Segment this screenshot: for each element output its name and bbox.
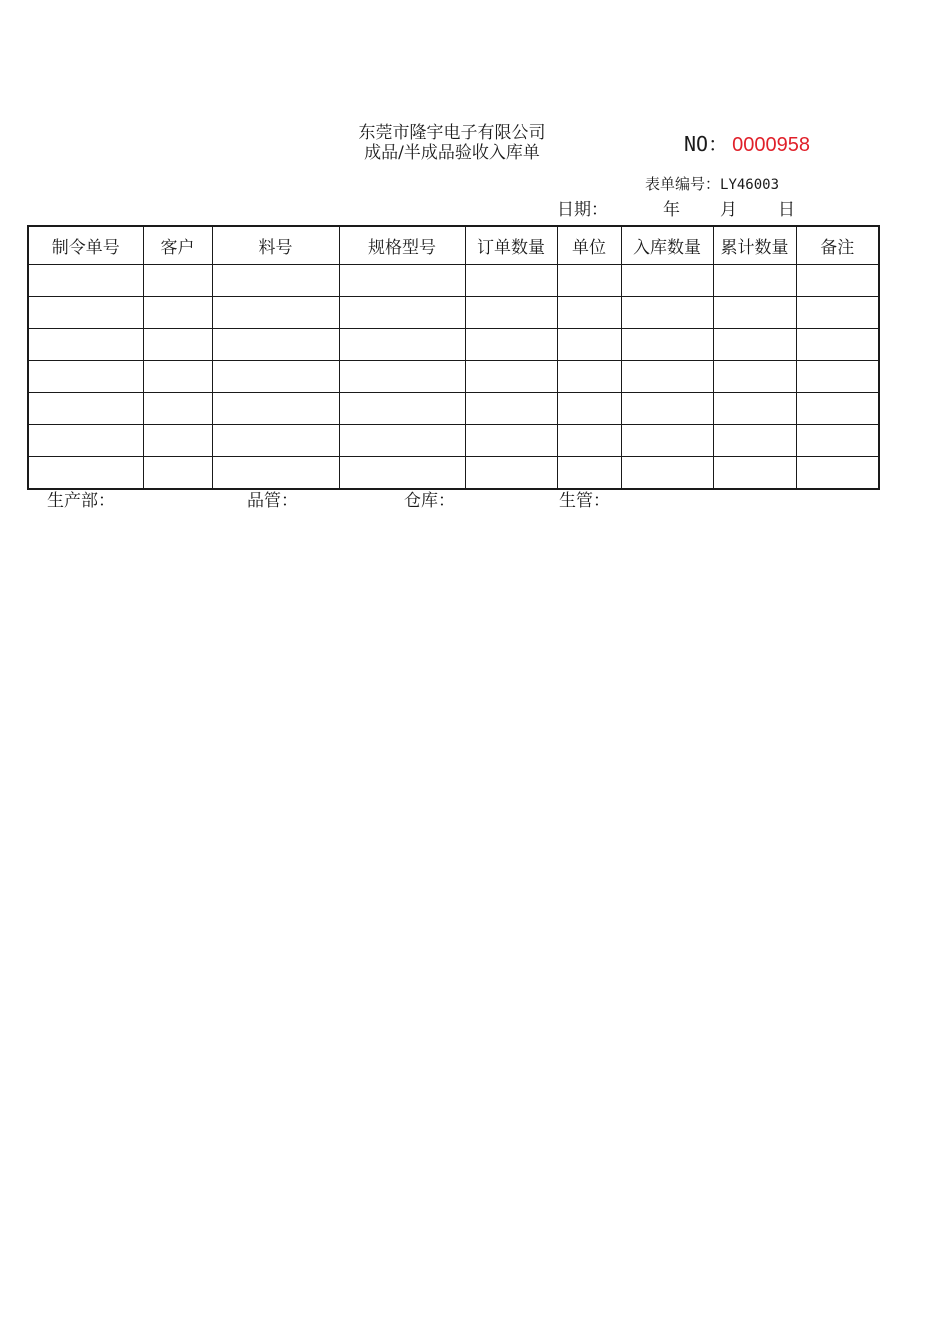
table-row [28,457,879,490]
table-cell[interactable] [143,425,212,457]
form-code-label: 表单编号： [645,175,721,193]
table-cell[interactable] [557,457,621,490]
table-cell[interactable] [339,457,465,490]
table-cell[interactable] [339,329,465,361]
table-cell[interactable] [621,265,713,297]
table-cell[interactable] [465,329,557,361]
form-number [684,132,810,157]
table-cell[interactable] [465,297,557,329]
signature-quality-label: 品管： [247,491,298,511]
table-cell[interactable] [796,265,879,297]
table-cell[interactable] [557,329,621,361]
table-cell[interactable] [557,425,621,457]
table-cell[interactable] [212,361,339,393]
table-cell[interactable] [465,361,557,393]
table-cell[interactable] [465,457,557,490]
table-cell[interactable] [339,425,465,457]
table-row [28,361,879,393]
table-cell[interactable] [713,393,796,425]
column-header-remarks: 备注 [796,226,879,265]
column-header-stock-in-qty: 入库数量 [621,226,713,265]
signature-production-label: 生产部： [47,491,115,511]
table-cell[interactable] [713,329,796,361]
table-cell[interactable] [713,457,796,490]
table-cell[interactable] [212,329,339,361]
table-row [28,265,879,297]
table-cell[interactable] [339,297,465,329]
table-cell[interactable] [557,393,621,425]
table-cell[interactable] [713,265,796,297]
table-cell[interactable] [796,457,879,490]
table-row [28,393,879,425]
table-cell[interactable] [796,393,879,425]
table-row [28,425,879,457]
table-cell[interactable] [621,361,713,393]
table-cell[interactable] [143,361,212,393]
column-header-spec: 规格型号 [339,226,465,265]
table-cell[interactable] [28,297,143,329]
signature-warehouse-label: 仓库： [404,491,455,511]
table-cell[interactable] [557,361,621,393]
table-cell[interactable] [339,393,465,425]
table-cell[interactable] [796,297,879,329]
form-code [645,174,779,195]
table-cell[interactable] [713,425,796,457]
table-cell[interactable] [621,329,713,361]
column-header-order-no: 制令单号 [28,226,143,265]
table-cell[interactable] [28,425,143,457]
table-cell[interactable] [28,393,143,425]
date-day-label: 日 [778,200,795,220]
column-header-customer: 客户 [143,226,212,265]
form-number-value: 0000958 [732,134,810,156]
table-cell[interactable] [143,393,212,425]
form-title: 成品/半成品验收入库单 [364,143,540,163]
table-cell[interactable] [621,393,713,425]
table-cell[interactable] [212,425,339,457]
form-number-label: NO： [684,132,729,156]
column-header-part-no: 料号 [212,226,339,265]
table-cell[interactable] [339,361,465,393]
table-cell[interactable] [796,329,879,361]
table-cell[interactable] [796,361,879,393]
table-cell[interactable] [557,297,621,329]
table-cell[interactable] [465,393,557,425]
signature-row [0,490,950,514]
table-cell[interactable] [621,425,713,457]
company-name: 东莞市隆宇电子有限公司 [358,123,546,143]
column-header-cumulative-qty: 累计数量 [713,226,796,265]
table-header-row [28,226,879,265]
table-cell[interactable] [713,297,796,329]
table-cell[interactable] [212,265,339,297]
table-cell[interactable] [713,361,796,393]
table-cell[interactable] [28,457,143,490]
table-cell[interactable] [212,457,339,490]
date-year-label: 年 [663,200,680,220]
column-header-unit: 单位 [557,226,621,265]
table-cell[interactable] [28,329,143,361]
table-cell[interactable] [143,457,212,490]
table-cell[interactable] [621,297,713,329]
column-header-order-qty: 订单数量 [465,226,557,265]
table-cell[interactable] [143,265,212,297]
table-cell[interactable] [28,361,143,393]
table-cell[interactable] [143,297,212,329]
table-cell[interactable] [212,393,339,425]
signature-production-control-label: 生管： [559,491,610,511]
date-label: 日期： [557,200,608,220]
table-cell[interactable] [557,265,621,297]
table-row [28,297,879,329]
stock-in-table [27,225,880,490]
table-cell[interactable] [143,329,212,361]
form-code-value: LY46003 [720,177,780,193]
date-month-label: 月 [720,200,737,220]
table-cell[interactable] [28,265,143,297]
table-cell[interactable] [796,425,879,457]
table-cell[interactable] [339,265,465,297]
table-cell[interactable] [465,265,557,297]
table-body [28,265,879,490]
table-cell[interactable] [465,425,557,457]
table-row [28,329,879,361]
table-cell[interactable] [621,457,713,490]
table-cell[interactable] [212,297,339,329]
